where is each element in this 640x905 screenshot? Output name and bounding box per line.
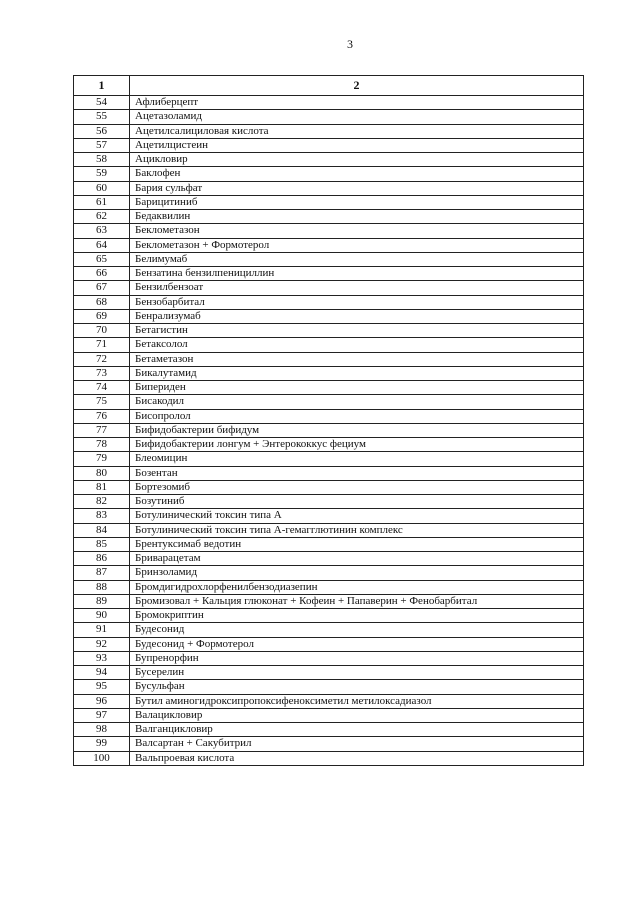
drug-name-cell: Бетагистин [130,324,584,338]
drug-name-cell: Беклометазон + Формотерол [130,238,584,252]
drug-name-cell: Будесонид + Формотерол [130,637,584,651]
drug-name-cell: Бензатина бензилпенициллин [130,267,584,281]
drug-name-cell: Бетаметазон [130,352,584,366]
drug-name-cell: Бринзоламид [130,566,584,580]
row-number-cell: 81 [74,480,130,494]
drug-name-cell: Бипериден [130,381,584,395]
table-row [74,338,584,352]
row-number-cell: 95 [74,680,130,694]
row-number-cell: 83 [74,509,130,523]
row-number-cell: 88 [74,580,130,594]
table-row [74,708,584,722]
table-row [74,295,584,309]
drug-name-cell: Бикалутамид [130,366,584,380]
drug-name-cell: Вальпроевая кислота [130,751,584,765]
table-row [74,666,584,680]
row-number-cell: 89 [74,594,130,608]
drug-name-cell: Ацетилцистеин [130,138,584,152]
drug-name-cell: Бензобарбитал [130,295,584,309]
drug-name-cell: Бария сульфат [130,181,584,195]
table-row [74,566,584,580]
row-number-cell: 93 [74,651,130,665]
drug-name-cell: Блеомицин [130,452,584,466]
drug-name-cell: Ацетилсалициловая кислота [130,124,584,138]
drug-name-cell: Бензилбензоат [130,281,584,295]
row-number-cell: 94 [74,666,130,680]
row-number-cell: 97 [74,708,130,722]
table-row [74,680,584,694]
row-number-cell: 66 [74,267,130,281]
table-row [74,694,584,708]
drug-name-cell: Валганцикловир [130,723,584,737]
row-number-cell: 96 [74,694,130,708]
drug-name-cell: Бусульфан [130,680,584,694]
drug-name-cell: Белимумаб [130,252,584,266]
row-number-cell: 67 [74,281,130,295]
table-row [74,352,584,366]
drug-name-cell: Бифидобактерии бифидум [130,423,584,437]
row-number-cell: 56 [74,124,130,138]
drug-name-cell: Ацикловир [130,153,584,167]
row-number-cell: 60 [74,181,130,195]
row-number-cell: 84 [74,523,130,537]
table-row [74,281,584,295]
drug-name-cell: Валацикловир [130,708,584,722]
drug-name-cell: Бупренорфин [130,651,584,665]
table-row [74,210,584,224]
row-number-cell: 90 [74,609,130,623]
drug-name-cell: Будесонид [130,623,584,637]
drug-name-cell: Бедаквилин [130,210,584,224]
row-number-cell: 80 [74,466,130,480]
column-header-name: 2 [130,76,584,96]
drug-name-cell: Бусерелин [130,666,584,680]
table-header-row [74,76,584,96]
table-row [74,580,584,594]
drug-name-cell: Бенрализумаб [130,309,584,323]
row-number-cell: 86 [74,552,130,566]
table-row [74,637,584,651]
table-row [74,124,584,138]
table-row [74,96,584,110]
drug-name-cell: Бозентан [130,466,584,480]
table-row [74,395,584,409]
page-number: 3 [347,37,353,51]
table-row [74,423,584,437]
drug-name-cell: Бутил аминогидроксипропоксифеноксиметил метилоксадиазол [130,694,584,708]
table-row [74,537,584,551]
row-number-cell: 76 [74,409,130,423]
drug-name-cell: Бифидобактерии лонгум + Энтерококкус фециум [130,438,584,452]
table-row [74,509,584,523]
table-row [74,366,584,380]
drug-name-cell: Бортезомиб [130,480,584,494]
table-row [74,751,584,765]
row-number-cell: 58 [74,153,130,167]
drug-name-cell: Бромокриптин [130,609,584,623]
row-number-cell: 69 [74,309,130,323]
drug-name-cell: Валсартан + Сакубитрил [130,737,584,751]
table-row [74,181,584,195]
row-number-cell: 63 [74,224,130,238]
row-number-cell: 71 [74,338,130,352]
row-number-cell: 59 [74,167,130,181]
row-number-cell: 73 [74,366,130,380]
row-number-cell: 75 [74,395,130,409]
table-row [74,623,584,637]
row-number-cell: 64 [74,238,130,252]
row-number-cell: 74 [74,381,130,395]
row-number-cell: 85 [74,537,130,551]
drug-name-cell: Бромдигидрохлорфенилбензодиазепин [130,580,584,594]
table-row [74,480,584,494]
row-number-cell: 65 [74,252,130,266]
table-row [74,138,584,152]
table-row [74,267,584,281]
table-row [74,438,584,452]
row-number-cell: 55 [74,110,130,124]
row-number-cell: 82 [74,495,130,509]
row-number-cell: 72 [74,352,130,366]
row-number-cell: 99 [74,737,130,751]
drug-name-cell: Ботулинический токсин типа А [130,509,584,523]
table-row [74,552,584,566]
drug-name-cell: Баклофен [130,167,584,181]
table-row [74,195,584,209]
row-number-cell: 92 [74,637,130,651]
column-header-number: 1 [74,76,130,96]
table-row [74,609,584,623]
table-row [74,723,584,737]
drug-name-cell: Бозутиниб [130,495,584,509]
table-row [74,110,584,124]
row-number-cell: 62 [74,210,130,224]
drug-name-cell: Ботулинический токсин типа А-гемагглютинин комплекс [130,523,584,537]
table-row [74,324,584,338]
drug-name-cell: Брентуксимаб ведотин [130,537,584,551]
row-number-cell: 61 [74,195,130,209]
row-number-cell: 54 [74,96,130,110]
row-number-cell: 77 [74,423,130,437]
table-row [74,252,584,266]
drug-table [73,75,584,766]
table-body [74,96,584,766]
drug-name-cell: Бромизовал + Кальция глюконат + Кофеин + Папаверин + Фенобарбитал [130,594,584,608]
row-number-cell: 68 [74,295,130,309]
table-row [74,495,584,509]
row-number-cell: 70 [74,324,130,338]
table-row [74,409,584,423]
table-row [74,238,584,252]
table-row [74,737,584,751]
table-row [74,452,584,466]
row-number-cell: 57 [74,138,130,152]
table-row [74,224,584,238]
row-number-cell: 87 [74,566,130,580]
table-row [74,594,584,608]
drug-name-cell: Бисопролол [130,409,584,423]
row-number-cell: 78 [74,438,130,452]
table-row [74,523,584,537]
row-number-cell: 79 [74,452,130,466]
table-row [74,466,584,480]
row-number-cell: 100 [74,751,130,765]
drug-name-cell: Барицитиниб [130,195,584,209]
row-number-cell: 91 [74,623,130,637]
row-number-cell: 98 [74,723,130,737]
drug-name-cell: Ацетазоламид [130,110,584,124]
drug-name-cell: Бриварацетам [130,552,584,566]
table-row [74,309,584,323]
drug-name-cell: Афлиберцепт [130,96,584,110]
table-row [74,153,584,167]
table-row [74,651,584,665]
drug-name-cell: Бисакодил [130,395,584,409]
drug-name-cell: Беклометазон [130,224,584,238]
table-row [74,167,584,181]
drug-name-cell: Бетаксолол [130,338,584,352]
table-row [74,381,584,395]
